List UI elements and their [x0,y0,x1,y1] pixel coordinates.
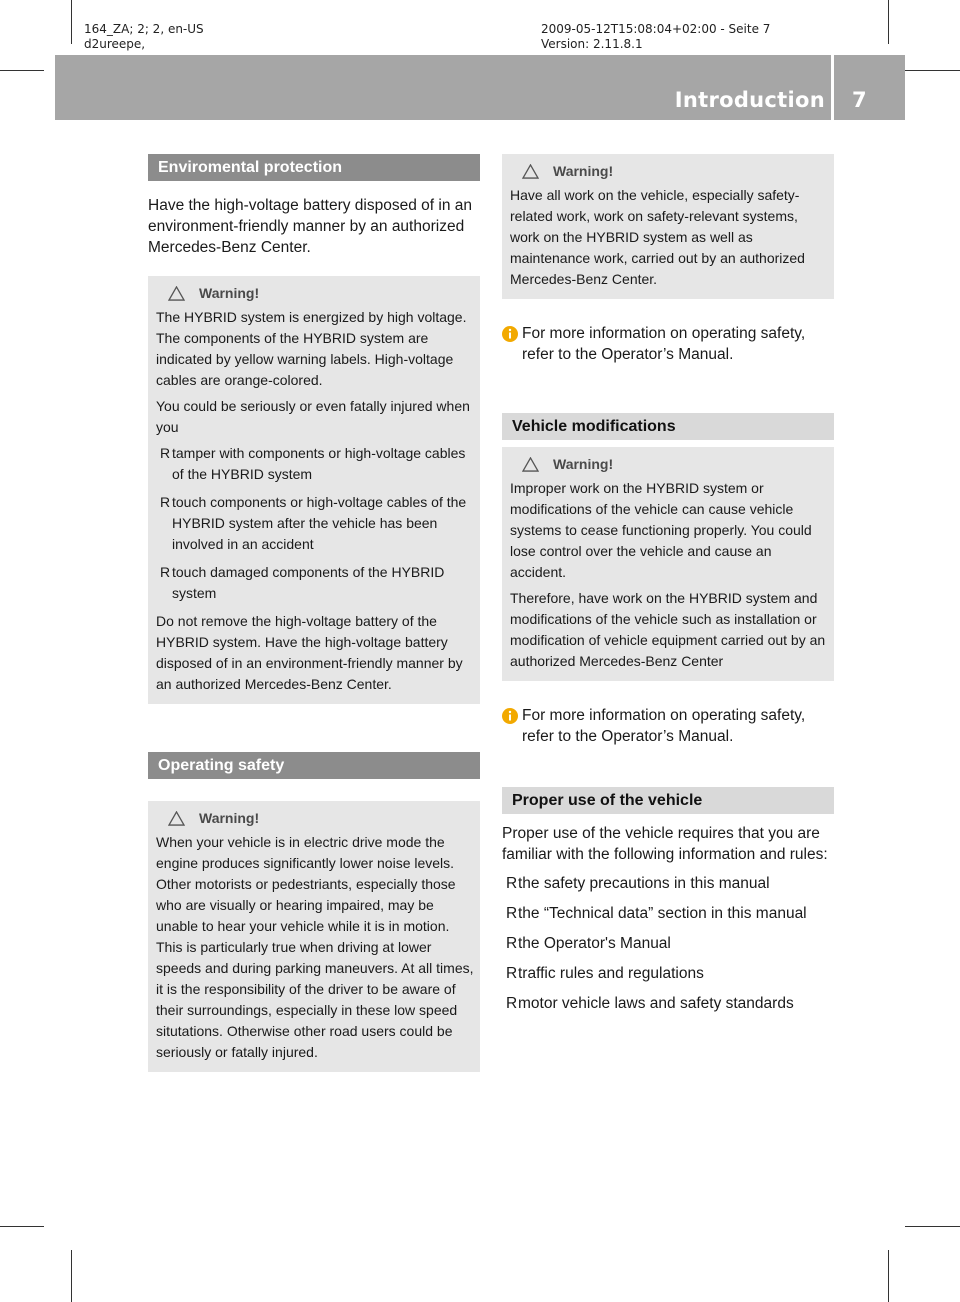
crop-mark [0,1226,44,1227]
bullet-mark: R [506,935,518,952]
list-item-text: motor vehicle laws and safety standards [518,995,794,1012]
info-text: For more information on operating safety, refer to the Operator’s Manual. [522,325,806,363]
list-item [502,903,834,924]
page-title: Introduction [674,88,825,112]
info-note [502,323,834,365]
environment-text: Have the high-voltage battery disposed of in an environment-friendly manner by an authorized Mercedes-Benz Center. [148,197,472,256]
list-item [156,492,475,555]
warning-triangle-icon [522,457,539,472]
warning-box-noise [148,801,480,1072]
warning-paragraph: Improper work on the HYBRID system or modifications of the vehicle can cause vehicle systems to cease functioning properly. You could lose control over the vehicle and cause an accident. [510,480,812,580]
warning-title [522,454,829,475]
crop-mark [71,1250,72,1302]
section-heading-environment: Enviromental protection [148,154,480,181]
crop-mark [71,0,72,44]
list-item [502,993,834,1014]
warning-box-modifications [502,447,834,681]
crop-mark [0,70,44,71]
right-column [502,154,834,1023]
list-item-text: tamper with components or high-voltage cables of the HYBRID system [172,445,466,482]
warning-paragraph: Do not remove the high-voltage battery of the HYBRID system. Have the high-voltage battery disposed of in an environment-friendly manner by an authorized Mercedes-Benz Center. [156,613,463,692]
list-item-text: touch damaged components of the HYBRID system [172,564,445,601]
warning-triangle-icon [522,164,539,179]
warning-triangle-icon [168,811,185,826]
proper-use-text: Proper use of the vehicle requires that you are familiar with the following information and rules: [502,825,828,863]
left-column [148,154,480,1072]
warning-title [168,283,475,304]
warning-box-maintenance [502,154,834,299]
crop-mark [888,1250,889,1302]
print-meta-right [541,22,770,52]
warning-paragraph: Have all work on the vehicle, especially safety-related work, work on safety-relevant systems, work on the HYBRID system as well as maintenance work, carried out by an authorized Mercedes-Benz Center. [510,187,805,287]
warning-title [168,808,475,829]
print-timestamp: 2009-05-12T15:08:04+02:00 - Seite 7 [541,22,771,36]
section-heading-proper-use: Proper use of the vehicle [502,787,834,814]
warning-paragraph: You could be seriously or even fatally injured when you [156,398,470,435]
warning-paragraph: Therefore, have work on the HYBRID system and modifications of the vehicle such as installation or modification of vehicle equipment carried out by an authorized Mercedes-Benz Center [510,590,826,669]
info-note [502,705,834,747]
list-item-text: the Operator's Manual [518,935,671,952]
list-item [502,933,834,954]
list-item-text: the “Technical data” section in this manual [518,905,807,922]
header-divider [831,55,834,120]
print-version: Version: 2.11.8.1 [541,37,643,51]
list-item-text: touch components or high-voltage cables of the HYBRID system after the vehicle has been involved in an accident [172,494,467,552]
list-item-text: traffic rules and regulations [518,965,704,982]
bullet-mark: R [506,965,518,982]
warning-title [522,161,829,182]
list-item [502,963,834,984]
bullet-mark: R [506,905,518,922]
page-number: 7 [852,88,867,112]
warning-title-text: Warning! [199,810,260,826]
warning-title-text: Warning! [553,456,614,472]
warning-title-text: Warning! [553,163,614,179]
crop-mark [905,70,960,71]
crop-mark [905,1226,960,1227]
warning-paragraph: When your vehicle is in electric drive mode the engine produces significantly lower noise levels. Other motorists or pedestriants, especially those who are visually or hearing impaired, may be unable to hear your vehicle while it is in motion. This is particularly true when driving at lower speeds and during parking maneuvers. At all times, it is the responsibility of the driver to be aware of their surroundings, especially in these low speed situtations. Otherwise other road users could be seriously or fatally injured. [156,834,474,1060]
crop-mark [888,0,889,44]
list-item [156,562,475,604]
list-item-text: the safety precautions in this manual [518,875,770,892]
warning-paragraph: The HYBRID system is energized by high voltage. The components of the HYBRID system are indicated by yellow warning labels. High-voltage cables are orange-colored. [156,309,467,388]
section-heading-vehicle-modifications: Vehicle modifications [502,413,834,440]
bullet-mark: R [160,445,171,461]
info-icon [502,708,518,724]
section-heading-operating-safety: Operating safety [148,752,480,779]
proper-use-list [502,873,834,1014]
bullet-mark: R [506,875,518,892]
info-text: For more information on operating safety, refer to the Operator’s Manual. [522,707,806,745]
print-user: d2ureepe, [84,37,146,51]
warning-title-text: Warning! [199,285,260,301]
warning-box-hybrid [148,276,480,704]
list-item [502,873,834,894]
print-meta-left [84,22,204,52]
bullet-mark: R [160,564,171,580]
warning-triangle-icon [168,286,185,301]
bullet-mark: R [160,494,171,510]
print-job-id: 164_ZA; 2; 2, en-US [84,22,204,36]
list-item [156,443,475,485]
info-icon [502,326,518,342]
bullet-mark: R [506,995,518,1012]
